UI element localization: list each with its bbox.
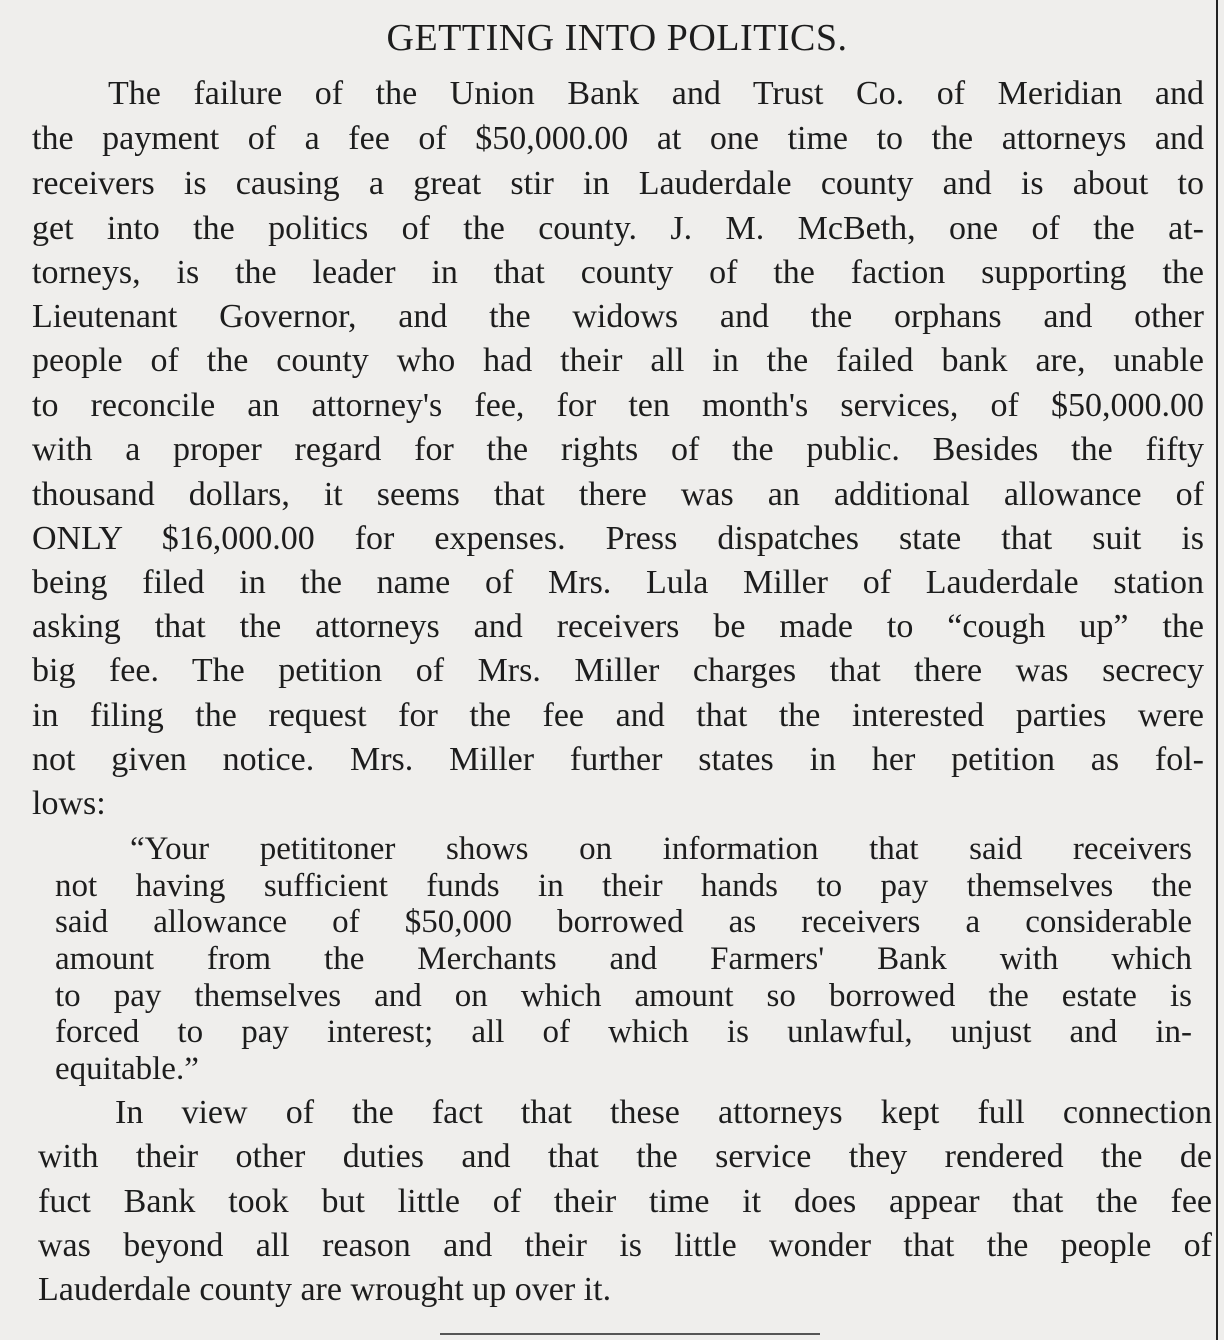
column-rule bbox=[1216, 0, 1218, 1340]
paragraph1-line: the payment of a fee of $50,000.00 at one time to the attorneys and bbox=[32, 120, 1204, 157]
quote-line: said allowance of $50,000 borrowed as receivers a considerable bbox=[55, 904, 1192, 940]
quote-line: not having sufficient funds in their hands to pay themselves the bbox=[55, 868, 1192, 904]
quote-line: forced to pay interest; all of which is unlawful, unjust and in- bbox=[55, 1014, 1192, 1050]
article-headline: GETTING INTO POLITICS. bbox=[386, 17, 848, 59]
paragraph1-line: not given notice. Mrs. Miller further states in her petition as fol- bbox=[32, 741, 1204, 778]
quote-line: amount from the Merchants and Farmers' Bank with which bbox=[55, 941, 1192, 977]
paragraph2-line: Lauderdale county are wrought up over it. bbox=[38, 1271, 612, 1308]
paragraph1-line: lows: bbox=[32, 785, 106, 822]
paragraph1-line: being filed in the name of Mrs. Lula Miller of Lauderdale station bbox=[32, 564, 1204, 601]
paragraph1-line: thousand dollars, it seems that there was an additional allowance of bbox=[32, 476, 1204, 513]
divider bbox=[440, 1333, 820, 1335]
paragraph2-line: In view of the fact that these attorneys kept full connection bbox=[115, 1094, 1212, 1131]
paragraph1-line: ONLY $16,000.00 for expenses. Press dispatches state that suit is bbox=[32, 520, 1204, 557]
paragraph1-line: get into the politics of the county. J. M. McBeth, one of the at- bbox=[32, 210, 1204, 247]
paragraph1-line: big fee. The petition of Mrs. Miller charges that there was secrecy bbox=[32, 652, 1204, 689]
paragraph1-line: in filing the request for the fee and that the interested parties were bbox=[32, 697, 1204, 734]
quote-line: to pay themselves and on which amount so borrowed the estate is bbox=[55, 978, 1192, 1014]
paragraph1-line: asking that the attorneys and receivers be made to “cough up” the bbox=[32, 608, 1204, 645]
quote-line: equitable.” bbox=[55, 1051, 199, 1087]
paragraph1-line: torneys, is the leader in that county of the faction supporting the bbox=[32, 254, 1204, 291]
paragraph1-line: The failure of the Union Bank and Trust Co. of Meridian and bbox=[108, 75, 1204, 112]
paragraph1-line: Lieutenant Governor, and the widows and the orphans and other bbox=[32, 298, 1204, 335]
paragraph2-line: was beyond all reason and their is little wonder that the people of bbox=[38, 1227, 1212, 1264]
paragraph1-line: people of the county who had their all in the failed bank are, unable bbox=[32, 342, 1204, 379]
paragraph2-line: fuct Bank took but little of their time it does appear that the fee bbox=[38, 1183, 1212, 1220]
paragraph1-line: to reconcile an attorney's fee, for ten month's services, of $50,000.00 bbox=[32, 387, 1204, 424]
paragraph1-line: receivers is causing a great stir in Lauderdale county and is about to bbox=[32, 165, 1204, 202]
quote-line: “Your petititoner shows on information that said receivers bbox=[130, 831, 1192, 867]
paragraph2-line: with their other duties and that the service they rendered the de bbox=[38, 1138, 1212, 1175]
paragraph1-line: with a proper regard for the rights of the public. Besides the fifty bbox=[32, 431, 1204, 468]
